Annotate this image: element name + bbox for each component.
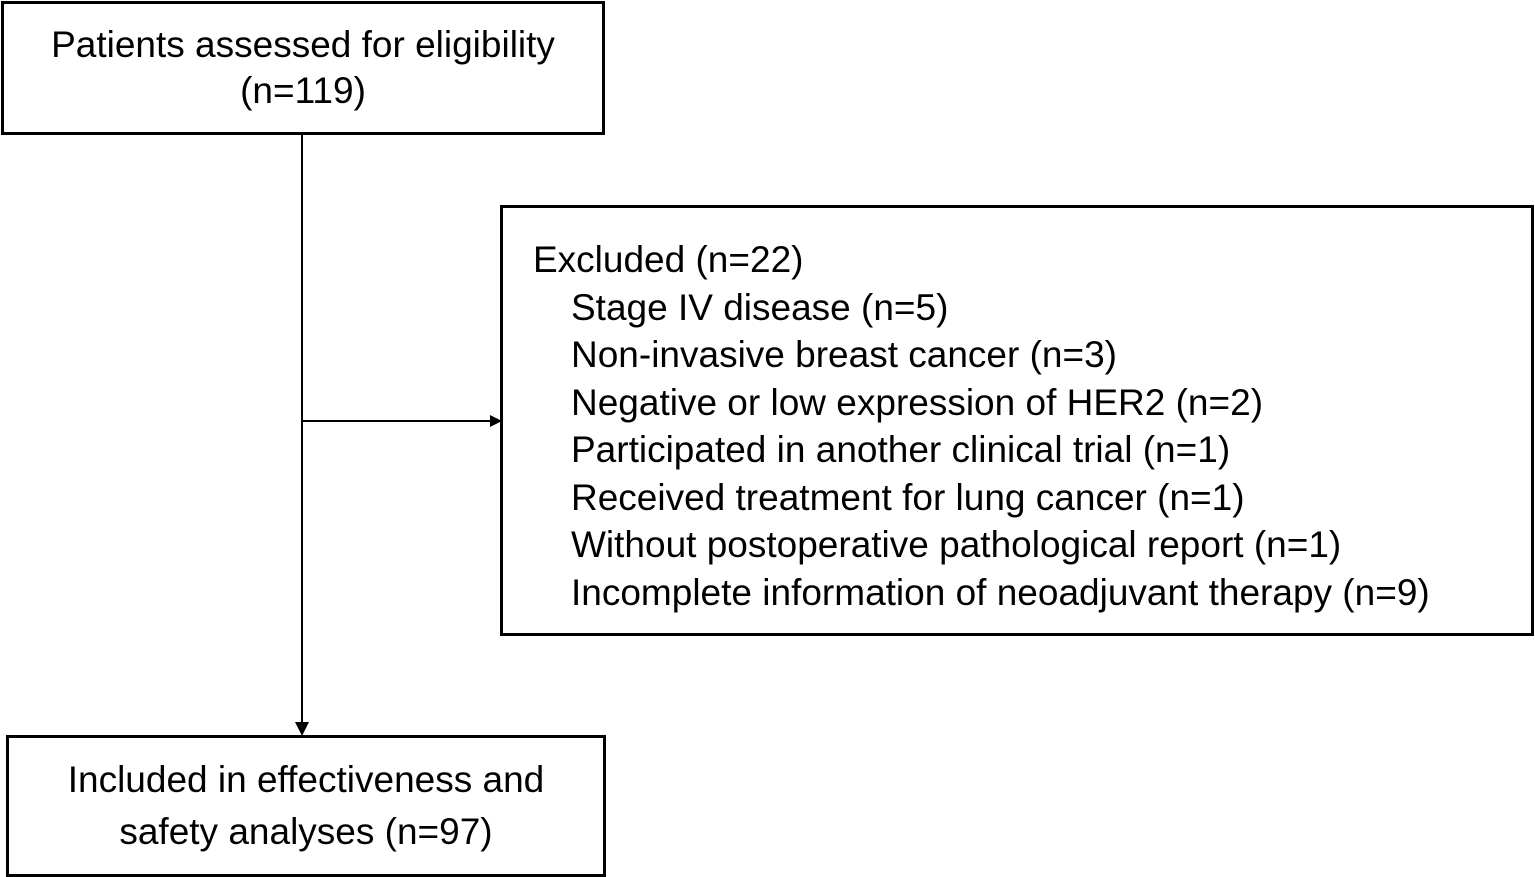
included-label: Included in effectiveness and: [67, 759, 545, 800]
exclusion-reason: Stage IV disease (n=5): [571, 286, 949, 328]
exclusion-reason: Participated in another clinical trial (n=1): [571, 429, 1231, 470]
eligibility-count: (n=119): [240, 70, 366, 111]
exclusion-reason: Incomplete information of neoadjuvant therapy (n=9): [571, 571, 1430, 613]
included-box: [6, 735, 606, 877]
exclusion-reason: Without postoperative pathological report (n=1): [571, 524, 1342, 565]
included-count: safety analyses (n=97): [119, 811, 493, 852]
exclusion-reason: Received treatment for lung cancer (n=1): [571, 476, 1245, 518]
eligibility-box: [1, 1, 605, 135]
exclusion-reasons-list: [533, 284, 1531, 617]
exclusion-reason: Non-invasive breast cancer (n=3): [571, 334, 1118, 375]
down-arrowhead: [295, 722, 309, 736]
exclusion-reason: Negative or low expression of HER2 (n=2): [571, 381, 1264, 423]
excluded-box: [500, 205, 1534, 636]
eligibility-label: Patients assessed for eligibility: [51, 24, 555, 65]
excluded-title: Excluded (n=22): [533, 239, 804, 280]
